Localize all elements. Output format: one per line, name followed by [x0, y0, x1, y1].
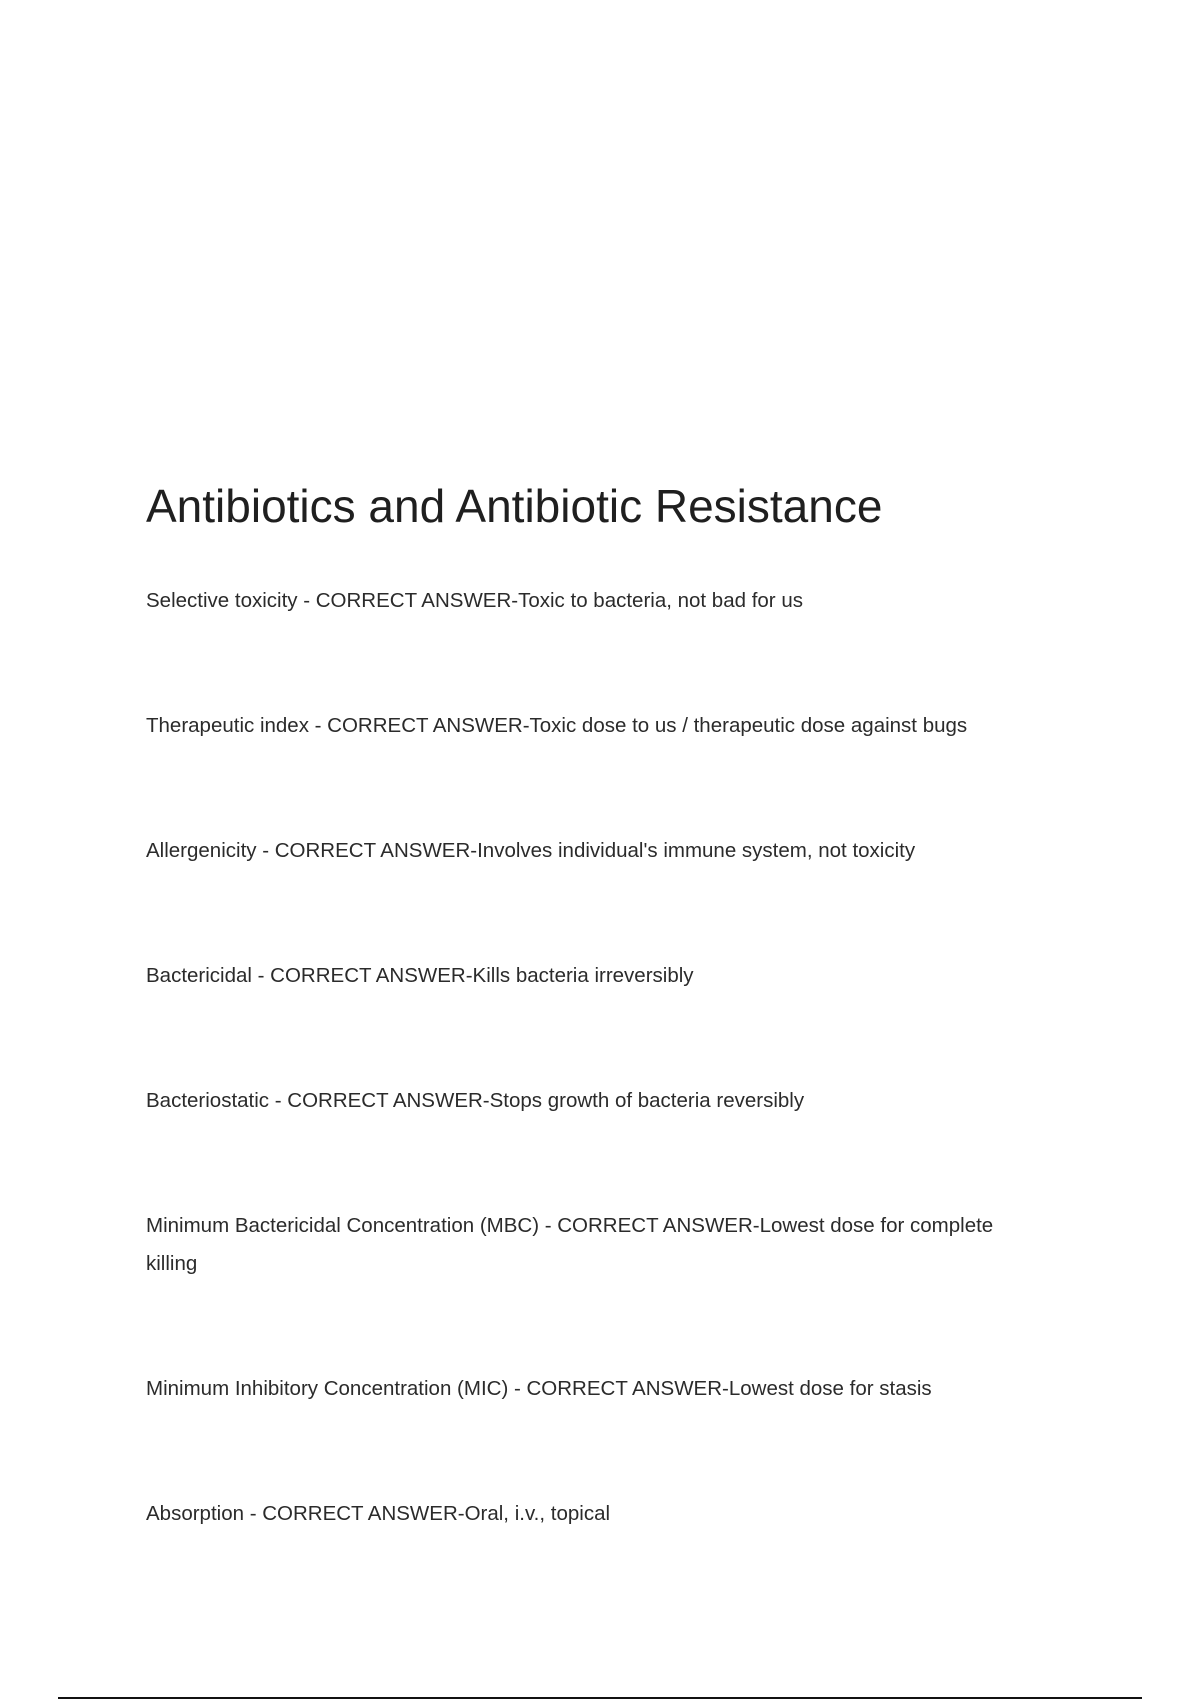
flashcard-entry: Allergenicity - CORRECT ANSWER-Involves individual's immune system, not toxicity	[146, 839, 916, 862]
footer-divider	[58, 1697, 1142, 1699]
flashcard-entry: Minimum Inhibitory Concentration (MIC) - CORRECT ANSWER-Lowest dose for stasis	[146, 1377, 932, 1400]
flashcard-entry: Selective toxicity - CORRECT ANSWER-Toxic to bacteria, not bad for us	[146, 589, 803, 612]
flashcard-entry: Minimum Bactericidal Concentration (MBC) - CORRECT ANSWER-Lowest dose for complete killing	[146, 1214, 994, 1275]
flashcard-entry: Therapeutic index - CORRECT ANSWER-Toxic dose to us / therapeutic dose against bugs	[146, 714, 968, 737]
flashcard-entry: Bacteriostatic - CORRECT ANSWER-Stops growth of bacteria reversibly	[146, 1089, 805, 1112]
flashcard-entry: Bactericidal - CORRECT ANSWER-Kills bacteria irreversibly	[146, 964, 694, 987]
document-title: Antibiotics and Antibiotic Resistance	[146, 480, 883, 532]
flashcard-entry: Absorption - CORRECT ANSWER-Oral, i.v., topical	[146, 1502, 611, 1525]
